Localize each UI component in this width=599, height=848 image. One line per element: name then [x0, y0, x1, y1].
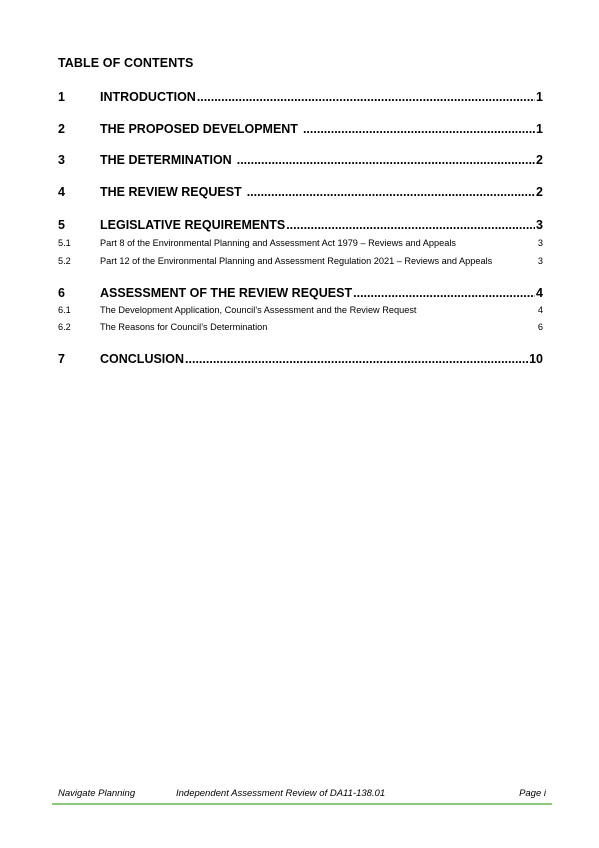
- toc-entry-number: 5: [58, 218, 65, 232]
- toc-entry-title: ASSESSMENT OF THE REVIEW REQUEST: [100, 286, 353, 300]
- toc-entry-6-1[interactable]: [58, 305, 543, 315]
- toc-entry-number: 4: [58, 185, 65, 199]
- toc-entry-page: 10: [529, 352, 543, 366]
- toc-entry-5[interactable]: [58, 218, 543, 232]
- toc-entry-1[interactable]: [58, 90, 543, 104]
- toc-entry-number: 7: [58, 352, 65, 366]
- footer-divider: [52, 803, 552, 805]
- toc-entry-page: 3: [537, 238, 543, 248]
- toc-entry-number: 3: [58, 153, 65, 167]
- toc-entry-title: Part 8 of the Environmental Planning and Assessment Act 1979 – Reviews and Appeals: [100, 238, 456, 248]
- toc-entry-title: Part 12 of the Environmental Planning and Assessment Regulation 2021 – Reviews and Appeals: [100, 256, 493, 266]
- toc-entry-title: The Reasons for Council’s Determination: [100, 322, 268, 332]
- footer-document-title: Independent Assessment Review of DA11-138.01: [176, 788, 386, 799]
- toc-entry-number: 6.2: [58, 322, 71, 332]
- toc-entry-title: The Development Application, Council’s Assessment and the Review Request: [100, 305, 417, 315]
- toc-entry-6-2[interactable]: [58, 322, 543, 332]
- toc-entry-number: 5.2: [58, 256, 71, 266]
- footer-page-number: Page i: [519, 788, 546, 799]
- toc-entry-title: THE DETERMINATION: [100, 153, 232, 167]
- toc-entry-3[interactable]: [58, 153, 543, 167]
- toc-entry-page: 3: [537, 256, 543, 266]
- toc-entry-title: INTRODUCTION: [100, 90, 196, 104]
- toc-entry-page: 3: [536, 218, 543, 232]
- toc-entry-number: 6.1: [58, 305, 71, 315]
- toc-entry-page: 4: [536, 286, 543, 300]
- toc-entry-number: 6: [58, 286, 65, 300]
- toc-heading: TABLE OF CONTENTS: [58, 56, 194, 70]
- toc-entry-number: 5.1: [58, 238, 71, 248]
- toc-entry-page: 1: [536, 90, 543, 104]
- toc-entry-page: 1: [536, 122, 543, 136]
- toc-entry-page: 6: [537, 322, 543, 332]
- toc-leader-dots: [353, 286, 535, 300]
- toc-entry-number: 2: [58, 122, 65, 136]
- toc-leader-dots: [197, 90, 535, 104]
- toc-entry-title: LEGISLATIVE REQUIREMENTS: [100, 218, 286, 232]
- toc-entry-number: 1: [58, 90, 65, 104]
- toc-entry-2[interactable]: [58, 122, 543, 136]
- toc-entry-6[interactable]: [58, 286, 543, 300]
- toc-entry-title: THE REVIEW REQUEST: [100, 185, 242, 199]
- toc-leader-dots: [185, 352, 528, 366]
- toc-entry-4[interactable]: [58, 185, 543, 199]
- toc-leader-dots: [237, 153, 535, 167]
- toc-entry-7[interactable]: [58, 352, 543, 366]
- footer-company: Navigate Planning: [58, 788, 136, 799]
- toc-entry-title: CONCLUSION: [100, 352, 185, 366]
- toc-entry-5-1[interactable]: [58, 238, 543, 248]
- toc-entry-title: THE PROPOSED DEVELOPMENT: [100, 122, 298, 136]
- toc-leader-dots: [286, 218, 535, 232]
- toc-entry-page: 2: [536, 185, 543, 199]
- page-footer: [58, 788, 546, 799]
- toc-entry-page: 2: [536, 153, 543, 167]
- toc-leader-dots: [303, 122, 535, 136]
- toc-entry-5-2[interactable]: [58, 256, 543, 266]
- toc-entry-page: 4: [537, 305, 543, 315]
- toc-leader-dots: [247, 185, 535, 199]
